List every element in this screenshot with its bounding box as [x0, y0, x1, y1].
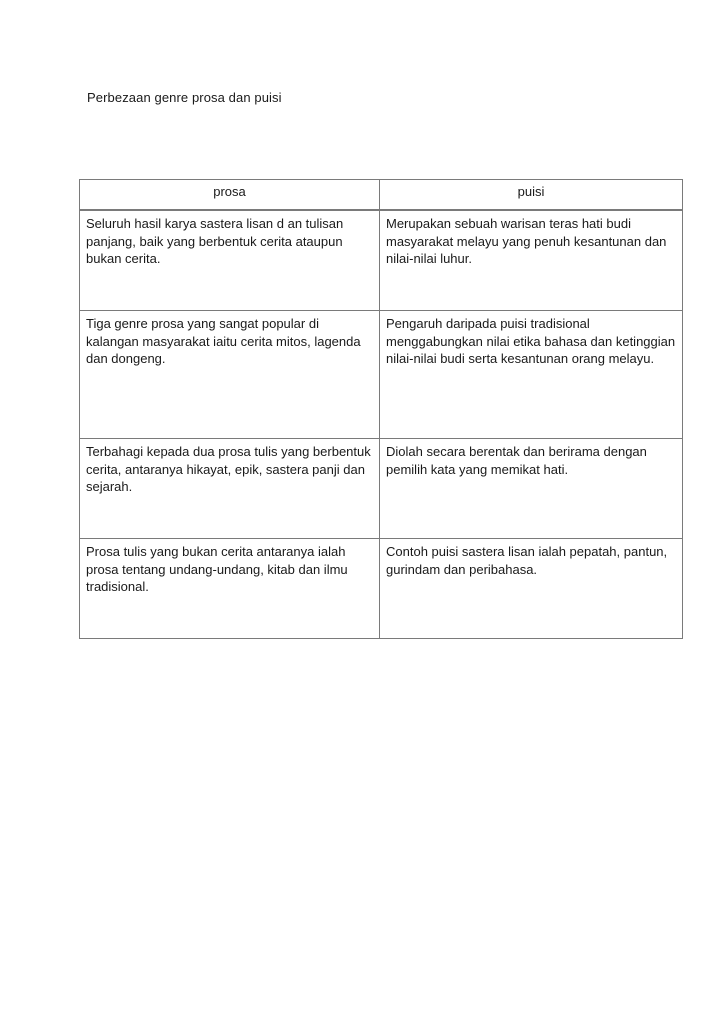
table-row	[80, 439, 683, 539]
column-header-prosa: prosa	[80, 180, 380, 211]
page-title: Perbezaan genre prosa dan puisi	[87, 90, 282, 105]
cell-puisi: Contoh puisi sastera lisan ialah pepatah, pantun, gurindam dan peribahasa.	[380, 539, 683, 639]
cell-prosa: Tiga genre prosa yang sangat popular di kalangan masyarakat iaitu cerita mitos, lagenda dan dongeng.	[80, 311, 380, 439]
cell-puisi: Pengaruh daripada puisi tradisional menggabungkan nilai etika bahasa dan ketinggian nilai-nilai budi serta kesantunan orang melayu.	[380, 311, 683, 439]
table-row	[80, 311, 683, 439]
table-row	[80, 210, 683, 311]
cell-prosa: Seluruh hasil karya sastera lisan d an tulisan panjang, baik yang berbentuk cerita ataupun bukan cerita.	[80, 210, 380, 311]
cell-prosa: Terbahagi kepada dua prosa tulis yang berbentuk cerita, antaranya hikayat, epik, sastera panji dan sejarah.	[80, 439, 380, 539]
cell-puisi: Diolah secara berentak dan berirama dengan pemilih kata yang memikat hati.	[380, 439, 683, 539]
comparison-table	[79, 179, 683, 639]
table-header-row	[80, 180, 683, 211]
column-header-puisi: puisi	[380, 180, 683, 211]
table-row	[80, 539, 683, 639]
cell-puisi: Merupakan sebuah warisan teras hati budi masyarakat melayu yang penuh kesantunan dan nilai-nilai luhur.	[380, 210, 683, 311]
cell-prosa: Prosa tulis yang bukan cerita antaranya ialah prosa tentang undang-undang, kitab dan ilmu tradisional.	[80, 539, 380, 639]
